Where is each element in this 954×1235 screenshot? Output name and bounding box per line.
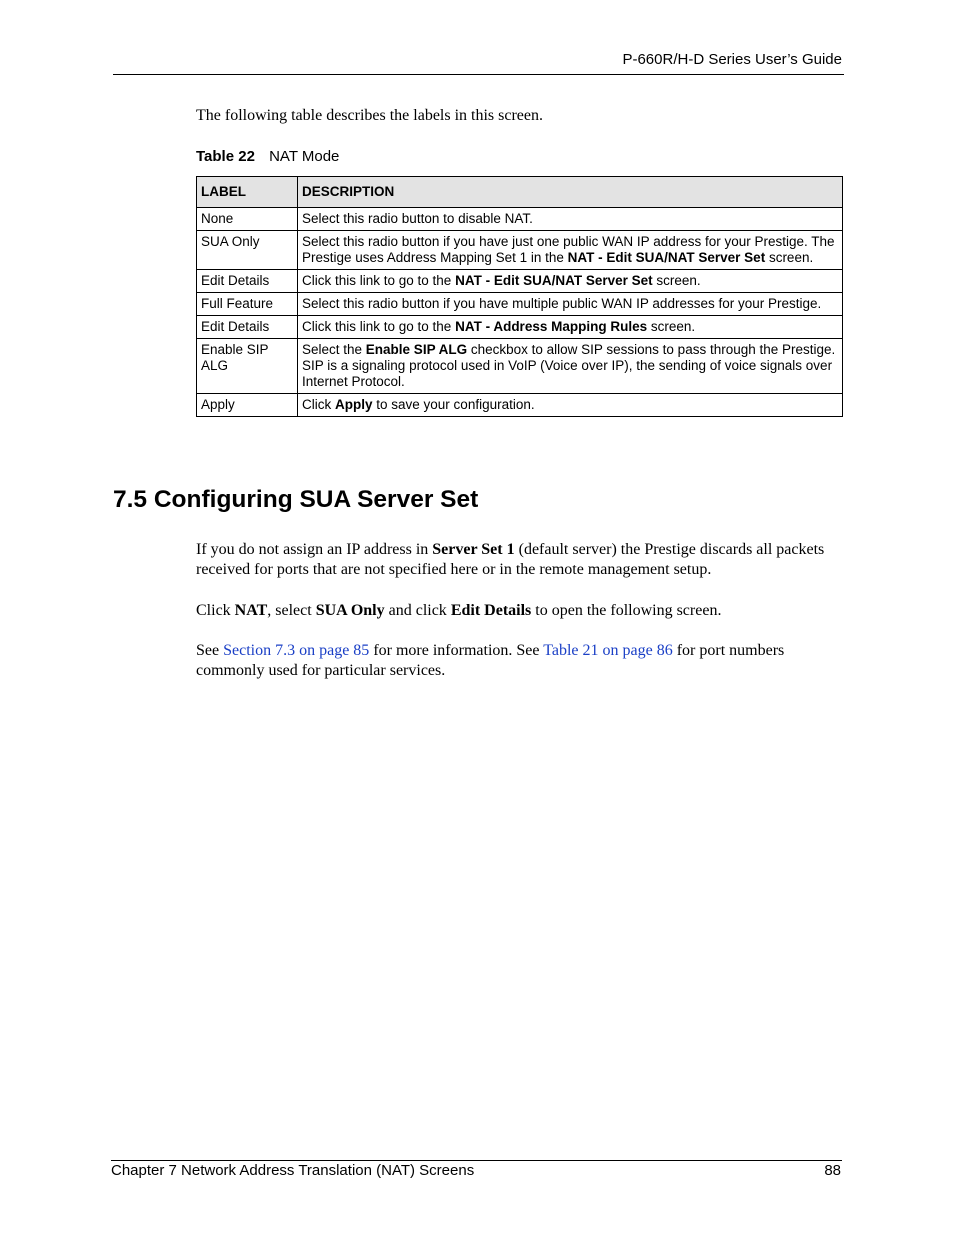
row-description [298,394,843,417]
row-label: Edit Details [197,270,298,293]
text-run: If you do not assign an IP address in [196,541,433,558]
table-row [197,270,843,293]
table-caption-title: NAT Mode [269,148,340,165]
paragraph-click-nat [196,601,844,621]
row-description [298,231,843,270]
table-row [197,231,843,270]
row-label: Apply [197,394,298,417]
text-run: See [196,642,224,659]
nat-mode-table [196,176,843,417]
section-7-3-link[interactable]: Section 7.3 on page 85 [223,642,370,659]
bold-run: Apply [335,397,373,412]
table-row [197,316,843,339]
text-run: Click this link to go to the [302,273,456,288]
text-run: to save your configuration. [372,397,535,412]
row-label: SUA Only [197,231,298,270]
running-header: P-660R/H-D Series User’s Guide [622,51,842,68]
text-run: Select this radio button to disable NAT. [302,211,533,226]
table-21-link[interactable]: Table 21 on page 86 [543,642,673,659]
table-caption-number: Table 22 [196,148,255,165]
bold-run: NAT - Edit SUA/NAT Server Set [567,250,766,265]
text-run: for port numbers commonly used for particular services. [196,642,785,679]
bold-run: SUA Only [315,602,385,619]
text-run: screen. [652,273,701,288]
bold-run: Enable SIP ALG [365,342,468,357]
text-run: and click [384,602,451,619]
table-row [197,208,843,231]
row-description [298,339,843,394]
footer-rule [111,1160,842,1161]
text-run: Select the [302,342,366,357]
text-run: Click this link to go to the [302,319,456,334]
text-run: for more information. See [369,642,544,659]
text-run: , select [267,602,316,619]
bold-run: NAT - Address Mapping Rules [455,319,648,334]
row-description [298,208,843,231]
table-row [197,339,843,394]
row-label: Full Feature [197,293,298,316]
row-label: Edit Details [197,316,298,339]
section-title: 7.5 Configuring SUA Server Set [113,486,479,513]
paragraph-see-also [196,641,844,681]
row-label: None [197,208,298,231]
text-run: Select this radio button if you have multiple public WAN IP addresses for your Prestige. [302,296,822,311]
text-run: screen. [647,319,696,334]
row-description [298,293,843,316]
row-description [298,270,843,293]
header-rule [113,74,844,75]
table-caption [196,148,339,165]
bold-run: NAT [234,602,268,619]
footer-chapter: Chapter 7 Network Address Translation (NAT) Screens [111,1162,475,1179]
bold-run: NAT - Edit SUA/NAT Server Set [455,273,653,288]
footer-page-number: 88 [824,1162,841,1179]
text-run: checkbox to allow SIP sessions to pass through the Prestige. SIP is a signaling protocol used in VoIP (Voice over IP), the sending of voice signals over Internet Protocol. [302,342,836,389]
table-row [197,293,843,316]
bold-run: Edit Details [450,602,532,619]
row-label: Enable SIP ALG [197,339,298,394]
table-header-row [197,177,843,208]
text-run: to open the following screen. [531,602,722,619]
table-row [197,394,843,417]
text-run: Click [196,602,235,619]
row-description [298,316,843,339]
column-header-label: LABEL [197,177,298,208]
text-run: Select this radio button if you have just one public WAN IP address for your Prestige. The Prestige uses Address Mapping Set 1 in the [302,234,835,265]
intro-text: The following table describes the labels in this screen. [196,107,544,124]
column-header-description: DESCRIPTION [298,177,843,208]
paragraph-server-set [196,540,844,580]
text-run: screen. [765,250,814,265]
bold-run: Server Set 1 [432,541,515,558]
text-run: Click [302,397,335,412]
text-run: (default server) the Prestige discards all packets received for ports that are not specified here or in the remote management setup. [196,541,825,578]
